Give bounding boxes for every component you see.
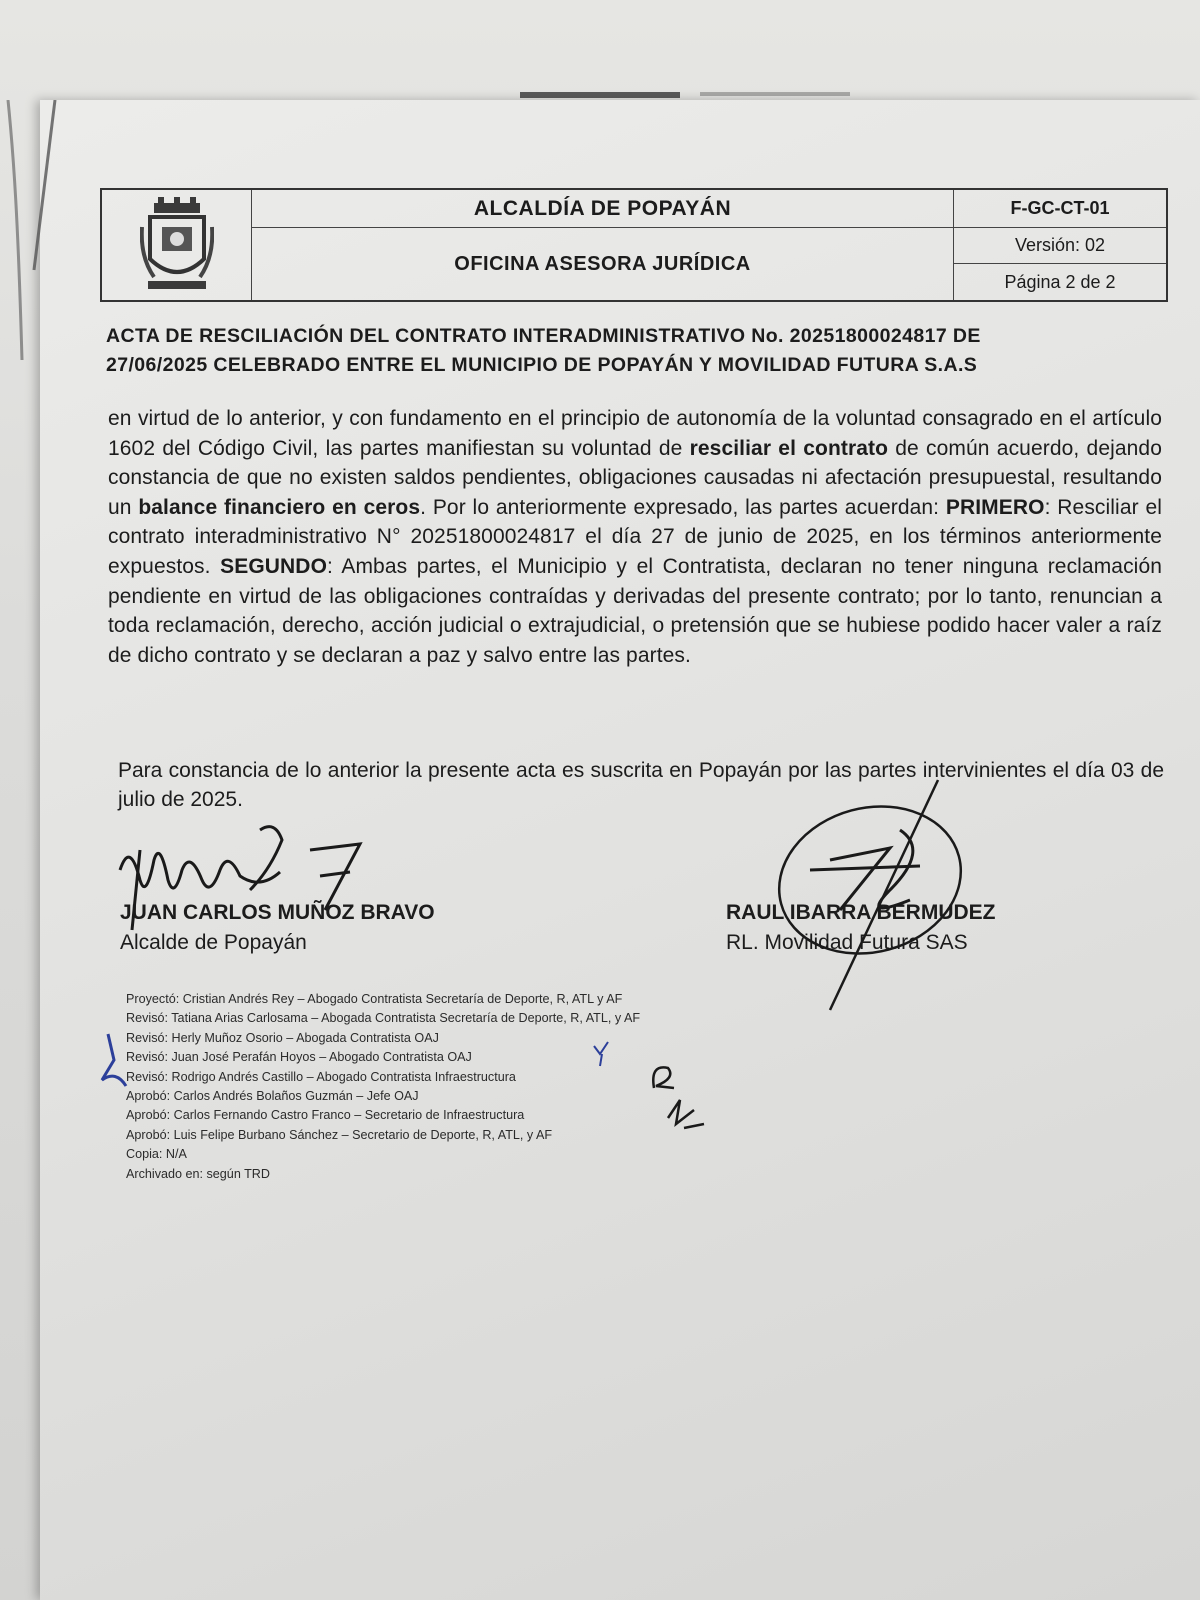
title-line: ACTA DE RESCILIACIÓN DEL CONTRATO INTERADMINISTRATIVO No. 20251800024817 DE [106,325,981,347]
signer-role: RL. Movilidad Futura SAS [726,931,968,954]
title-line: 27/06/2025 CELEBRADO ENTRE EL MUNICIPIO DE POPAYÁN Y MOVILIDAD FUTURA S.A.S [106,354,978,376]
signature-block-contractor [726,898,996,958]
signature-block-mayor [120,898,435,958]
closing-paragraph: Para constancia de lo anterior la presente acta es suscrita en Popayán por las partes intervinientes el día 03 de julio de 2025. [118,759,1164,811]
clause-label: SEGUNDO [220,554,328,578]
credit-line: Copia: N/A [126,1147,187,1162]
signer-role: Alcalde de Popayán [120,931,307,954]
review-credits [126,990,826,1184]
document-body [108,404,1162,670]
signer-name: JUAN CARLOS MUÑOZ BRAVO [120,901,435,924]
page-number: Página 2 de 2 [1004,271,1116,292]
paper-fold-edge [0,100,60,360]
clause-label: PRIMERO [945,495,1045,519]
credit-line: Revisó: Rodrigo Andrés Castillo – Abogado Contratista Infraestructura [126,1069,516,1084]
body-bold-text: resciliar el contrato [689,436,889,460]
credit-line: Aprobó: Carlos Fernando Castro Franco – Secretario de Infraestructura [126,1108,525,1123]
credit-line: Revisó: Tatiana Arias Carlosama – Abogada Contratista Secretaría de Deporte, R, ATL, y AF [126,1011,641,1026]
scan-mark [520,92,680,98]
body-text: : Ambas partes, el Municipio y el Contratista, declaran no tener ninguna reclamación pendiente en virtud de las obligaciones contraídas y derivadas del presente contrato; por lo tanto, renuncian a toda reclamación, derecho, acción judicial o extrajudicial, o pretensión que se hubiese podido hacer valer a raíz de dicho contrato y se declaran a paz y salvo entre las partes. [108,554,1163,667]
document-title [106,322,1166,380]
office-name: OFICINA ASESORA JURÍDICA [252,228,954,300]
municipal-coat-of-arms-icon [102,190,252,300]
body-text: : Resciliar el contrato interadministrativo N° 20251800024817 el día 27 de junio de 2025, en los términos anteriormente expuestos. [108,495,1162,578]
credit-line: Revisó: Herly Muñoz Osorio – Abogada Contratista OAJ [126,1030,439,1045]
credit-line: Aprobó: Carlos Andrés Bolaños Guzmán – Jefe OAJ [126,1089,419,1104]
body-text: . Por lo anteriormente expresado, las partes acuerdan: [420,495,946,519]
body-text: en virtud de lo anterior, y con fundamento en el principio de autonomía de la voluntad consagrado en el artículo 1602 del Código Civil, las partes manifiestan su voluntad de [108,407,1162,460]
credit-line: Revisó: Juan José Perafán Hoyos – Abogado Contratista OAJ [126,1050,472,1065]
signer-name: RAUL IBARRA BERMUDEZ [726,901,996,924]
scan-mark [700,92,850,96]
credit-line: Aprobó: Luis Felipe Burbano Sánchez – Secretario de Deporte, R, ATL, y AF [126,1127,553,1142]
credit-line: Proyectó: Cristian Andrés Rey – Abogado Contratista Secretaría de Deporte, R, ATL y AF [126,992,623,1006]
body-bold-text: balance financiero en ceros [138,495,421,519]
form-version: Versión: 02 [954,228,1166,264]
institution-name: ALCALDÍA DE POPAYÁN [252,190,954,228]
credit-line: Archivado en: según TRD [126,1166,270,1181]
form-code: F-GC-CT-01 [954,190,1166,228]
document-header [100,188,1168,302]
body-text: de común acuerdo, dejando constancia de que no existen saldos pendientes, obligaciones causadas ni afectación presupuestal, resultando un [108,436,1162,519]
